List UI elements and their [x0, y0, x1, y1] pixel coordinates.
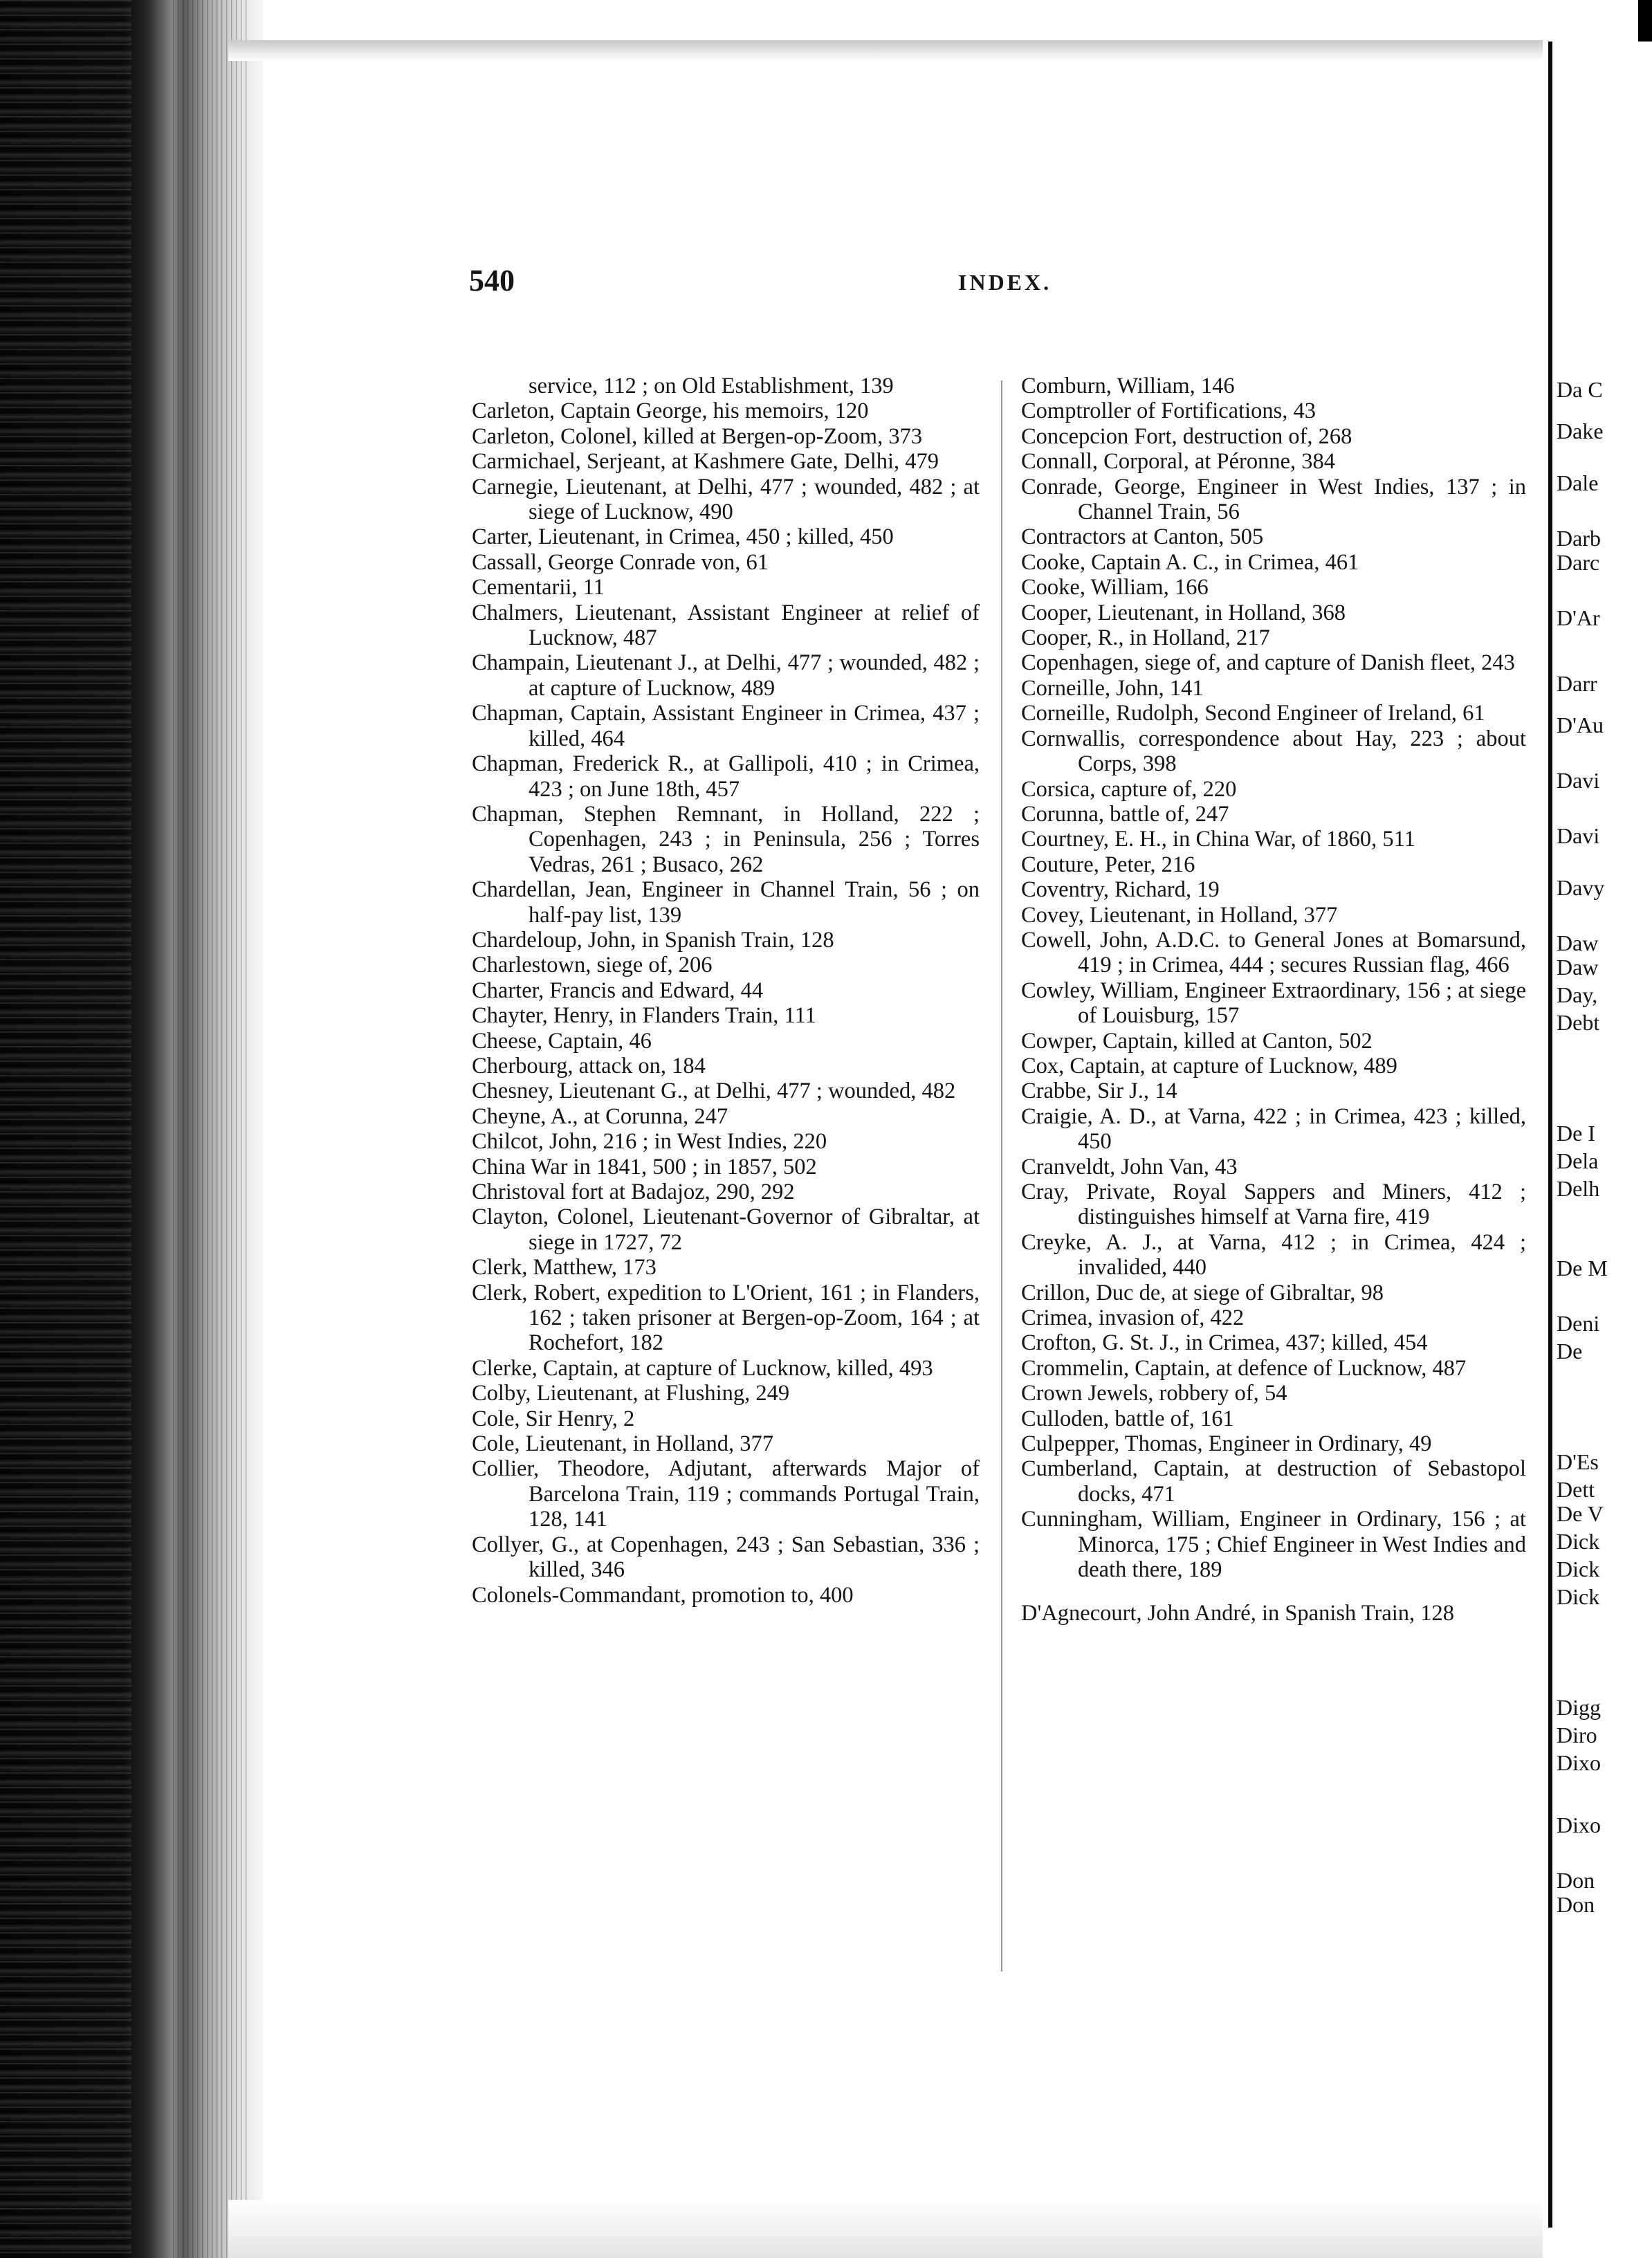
index-entry: Chilcot, John, 216 ; in West Indies, 220	[472, 1129, 827, 1155]
index-entry: Clerke, Captain, at capture of Lucknow, killed, 493	[472, 1355, 933, 1381]
book-binding-edge	[0, 0, 263, 2258]
index-entry: Clayton, Colonel, Lieutenant-Governor of Gibraltar, at siege in 1727, 72	[472, 1204, 980, 1255]
facing-page-entry-fragment: Day,	[1557, 982, 1598, 1007]
index-entry: Crown Jewels, robbery of, 54	[1021, 1381, 1287, 1406]
index-entry: Cole, Lieutenant, in Holland, 377	[472, 1431, 773, 1457]
facing-page-entry-fragment: Dick	[1557, 1557, 1600, 1581]
index-entry: Clerk, Matthew, 173	[472, 1255, 657, 1281]
index-entry: Carmichael, Serjeant, at Kashmere Gate, Delhi, 479	[472, 449, 939, 475]
index-entry: Culpepper, Thomas, Engineer in Ordinary, 49	[1021, 1431, 1432, 1457]
facing-page-entries	[1557, 0, 1652, 2258]
index-column-left	[472, 374, 980, 1608]
index-entry: Christoval fort at Badajoz, 290, 292	[472, 1180, 795, 1204]
index-entry: Carter, Lieutenant, in Crimea, 450 ; killed, 450	[472, 524, 894, 550]
index-entry: Clerk, Robert, expedition to L'Orient, 161 ; in Flanders, 162 ; taken prisoner at Bergen-op-Zoom, 164 ; at Rochefort, 182	[472, 1280, 980, 1356]
index-entry: Colby, Lieutenant, at Flushing, 249	[472, 1381, 790, 1406]
index-entry: Concepcion Fort, destruction of, 268	[1021, 423, 1352, 449]
facing-page-entry-fragment: De M	[1557, 1256, 1608, 1281]
index-entry: Crofton, G. St. J., in Crimea, 437; killed, 454	[1021, 1330, 1428, 1356]
facing-page-entry-fragment: Delh	[1557, 1176, 1600, 1201]
index-entry: Comptroller of Fortifications, 43	[1021, 398, 1316, 424]
index-entry: Cheese, Captain, 46	[472, 1028, 652, 1054]
facing-page-entry-fragment: Debt	[1557, 1010, 1600, 1035]
facing-page-entry-fragment: Dick	[1557, 1529, 1600, 1554]
facing-page-entry-fragment: Digg	[1557, 1695, 1601, 1720]
running-head: INDEX.	[958, 270, 1052, 295]
index-entry: Colonels-Commandant, promotion to, 400	[472, 1582, 854, 1608]
index-entry: Contractors at Canton, 505	[1021, 524, 1264, 550]
facing-page-entry-fragment: Diro	[1557, 1723, 1597, 1747]
column-divider	[1001, 380, 1002, 1972]
page-bottom-shadow	[228, 2200, 1543, 2258]
index-entry: Carleton, Captain George, his memoirs, 120	[472, 398, 869, 424]
index-entry: Crillon, Duc de, at siege of Gibraltar, 98	[1021, 1280, 1384, 1305]
index-entry: Cementarii, 11	[472, 575, 605, 600]
index-entry: Cole, Sir Henry, 2	[472, 1406, 635, 1431]
index-entry: Cranveldt, John Van, 43	[1021, 1154, 1238, 1180]
index-entry: Coventry, Richard, 19	[1021, 877, 1220, 903]
index-entry: Chalmers, Lieutenant, Assistant Engineer at relief of Lucknow, 487	[472, 600, 980, 651]
index-entry: Cumberland, Captain, at destruction of Sebastopol docks, 471	[1021, 1456, 1526, 1507]
index-entry: Champain, Lieutenant J., at Delhi, 477 ; wounded, 482 ; at capture of Lucknow, 489	[472, 650, 980, 701]
index-entry: Crabbe, Sir J., 14	[1021, 1078, 1177, 1104]
index-entry: Charter, Francis and Edward, 44	[472, 977, 764, 1003]
facing-page-entry-fragment: De I	[1557, 1121, 1595, 1146]
facing-page-entry-fragment: De V	[1557, 1501, 1604, 1526]
index-entry: Cunningham, William, Engineer in Ordinary, 156 ; at Minorca, 175 ; Chief Engineer in West Indies and death there, 189	[1021, 1507, 1526, 1583]
index-entry: China War in 1841, 500 ; in 1857, 502	[472, 1154, 817, 1180]
facing-page-entry-fragment: Darb	[1557, 526, 1601, 551]
index-entry: Craigie, A. D., at Varna, 422 ; in Crimea, 423 ; killed, 450	[1021, 1103, 1526, 1155]
facing-page-entry-fragment: D'Es	[1557, 1449, 1599, 1474]
index-entry: service, 112 ; on Old Establishment, 139	[529, 374, 894, 398]
index-entry: Chapman, Stephen Remnant, in Holland, 222 ; Copenhagen, 243 ; in Peninsula, 256 ; Torres Vedras, 261 ; Busaco, 262	[472, 801, 980, 877]
index-entry: Copenhagen, siege of, and capture of Danish fleet, 243	[1021, 650, 1515, 676]
page-number: 540	[469, 264, 515, 297]
facing-page-entry-fragment: Davi	[1557, 823, 1600, 848]
index-entry: Corunna, battle of, 247	[1021, 801, 1229, 827]
index-entry: Cooke, Captain A. C., in Crimea, 461	[1021, 549, 1359, 575]
index-entry: Creyke, A. J., at Varna, 412 ; in Crimea, 424 ; invalided, 440	[1021, 1229, 1526, 1281]
index-entry: Cray, Private, Royal Sappers and Miners, 412 ; distinguishes himself at Varna fire, 419	[1021, 1180, 1526, 1230]
index-entry: Chapman, Frederick R., at Gallipoli, 410 ; in Crimea, 423 ; on June 18th, 457	[472, 751, 980, 802]
index-entry: Cowell, John, A.D.C. to General Jones at Bomarsund, 419 ; in Crimea, 444 ; secures Russian flag, 466	[1021, 927, 1526, 978]
index-entry: Cowper, Captain, killed at Canton, 502	[1021, 1028, 1373, 1054]
index-entry: Cooke, William, 166	[1021, 575, 1209, 600]
facing-page-entry-fragment: Davi	[1557, 768, 1600, 793]
facing-page-entry-fragment: D'Ar	[1557, 605, 1600, 630]
facing-page-entry-fragment: Don	[1557, 1868, 1595, 1893]
facing-page-entry-fragment: Don	[1557, 1892, 1595, 1917]
index-entry: Chesney, Lieutenant G., at Delhi, 477 ; wounded, 482	[472, 1078, 956, 1104]
index-entry: Cherbourg, attack on, 184	[472, 1053, 706, 1078]
index-column-right	[1021, 374, 1526, 1626]
facing-page-entry-fragment: Dale	[1557, 470, 1599, 495]
index-entry: Chayter, Henry, in Flanders Train, 111	[472, 1003, 816, 1029]
index-entry: Cheyne, A., at Corunna, 247	[472, 1103, 728, 1129]
index-entry: Cornwallis, correspondence about Hay, 223 ; about Corps, 398	[1021, 726, 1526, 777]
index-entry: Charlestown, siege of, 206	[472, 953, 713, 978]
facing-page-entry-fragment: Daw	[1557, 955, 1599, 980]
index-entry: Couture, Peter, 216	[1021, 852, 1195, 877]
index-entry: Cox, Captain, at capture of Lucknow, 489	[1021, 1053, 1397, 1078]
facing-page-entry-fragment: Da C	[1557, 377, 1603, 402]
facing-page-entry-fragment: Darr	[1557, 671, 1597, 696]
index-entry: Courtney, E. H., in China War, of 1860, 511	[1021, 827, 1415, 852]
index-entry: Conrade, George, Engineer in West Indies, 137 ; in Channel Train, 56	[1021, 474, 1526, 525]
index-entry: Covey, Lieutenant, in Holland, 377	[1021, 902, 1338, 928]
index-entry: Chardellan, Jean, Engineer in Channel Train, 56 ; on half-pay list, 139	[472, 877, 980, 928]
index-entry: Cooper, Lieutenant, in Holland, 368	[1021, 600, 1346, 625]
index-entry: Cassall, George Conrade von, 61	[472, 549, 769, 575]
index-entry: Carnegie, Lieutenant, at Delhi, 477 ; wounded, 482 ; at siege of Lucknow, 490	[472, 474, 980, 525]
index-entry: Chardeloup, John, in Spanish Train, 128	[472, 927, 834, 953]
index-entry: Corsica, capture of, 220	[1021, 776, 1237, 802]
facing-page-entry-fragment: D'Au	[1557, 713, 1604, 737]
index-entry: Crimea, invasion of, 422	[1021, 1305, 1245, 1331]
index-entry: Corneille, John, 141	[1021, 675, 1204, 701]
facing-page-entry-fragment: Davy	[1557, 875, 1605, 900]
facing-page-entry-fragment: De	[1557, 1339, 1583, 1364]
index-entry: Connall, Corporal, at Péronne, 384	[1021, 449, 1336, 475]
facing-page-entry-fragment: Dake	[1557, 419, 1604, 443]
index-entry: Cowley, William, Engineer Extraordinary, 156 ; at siege of Louisburg, 157	[1021, 977, 1526, 1029]
index-entry: Collier, Theodore, Adjutant, afterwards Major of Barcelona Train, 119 ; commands Portugal Train, 128, 141	[472, 1456, 980, 1532]
facing-page-entry-fragment: Dela	[1557, 1148, 1599, 1173]
facing-page-entry-fragment: Dett	[1557, 1477, 1595, 1502]
facing-page-entry-fragment: Darc	[1557, 550, 1600, 575]
facing-page-entry-fragment: Dixo	[1557, 1812, 1601, 1837]
facing-page-entry-fragment: Dick	[1557, 1584, 1600, 1609]
index-entry: Corneille, Rudolph, Second Engineer of Ireland, 61	[1021, 701, 1485, 726]
facing-page-entry-fragment: Dixo	[1557, 1750, 1601, 1775]
index-entry: Comburn, William, 146	[1021, 374, 1235, 398]
index-entry: Chapman, Captain, Assistant Engineer in Crimea, 437 ; killed, 464	[472, 701, 980, 751]
index-entry: Culloden, battle of, 161	[1021, 1406, 1234, 1431]
facing-page-entry-fragment: Deni	[1557, 1311, 1600, 1336]
page-top-shadow	[228, 40, 1543, 61]
facing-page-entry-fragment: Daw	[1557, 930, 1599, 955]
index-entry: Crommelin, Captain, at defence of Lucknow, 487	[1021, 1355, 1467, 1381]
index-entry: Cooper, R., in Holland, 217	[1021, 625, 1270, 651]
index-entry: Collyer, G., at Copenhagen, 243 ; San Sebastian, 336 ; killed, 346	[472, 1532, 980, 1583]
index-entry: Carleton, Colonel, killed at Bergen-op-Zoom, 373	[472, 423, 923, 449]
index-entry: D'Agnecourt, John André, in Spanish Train, 128	[1021, 1600, 1455, 1626]
